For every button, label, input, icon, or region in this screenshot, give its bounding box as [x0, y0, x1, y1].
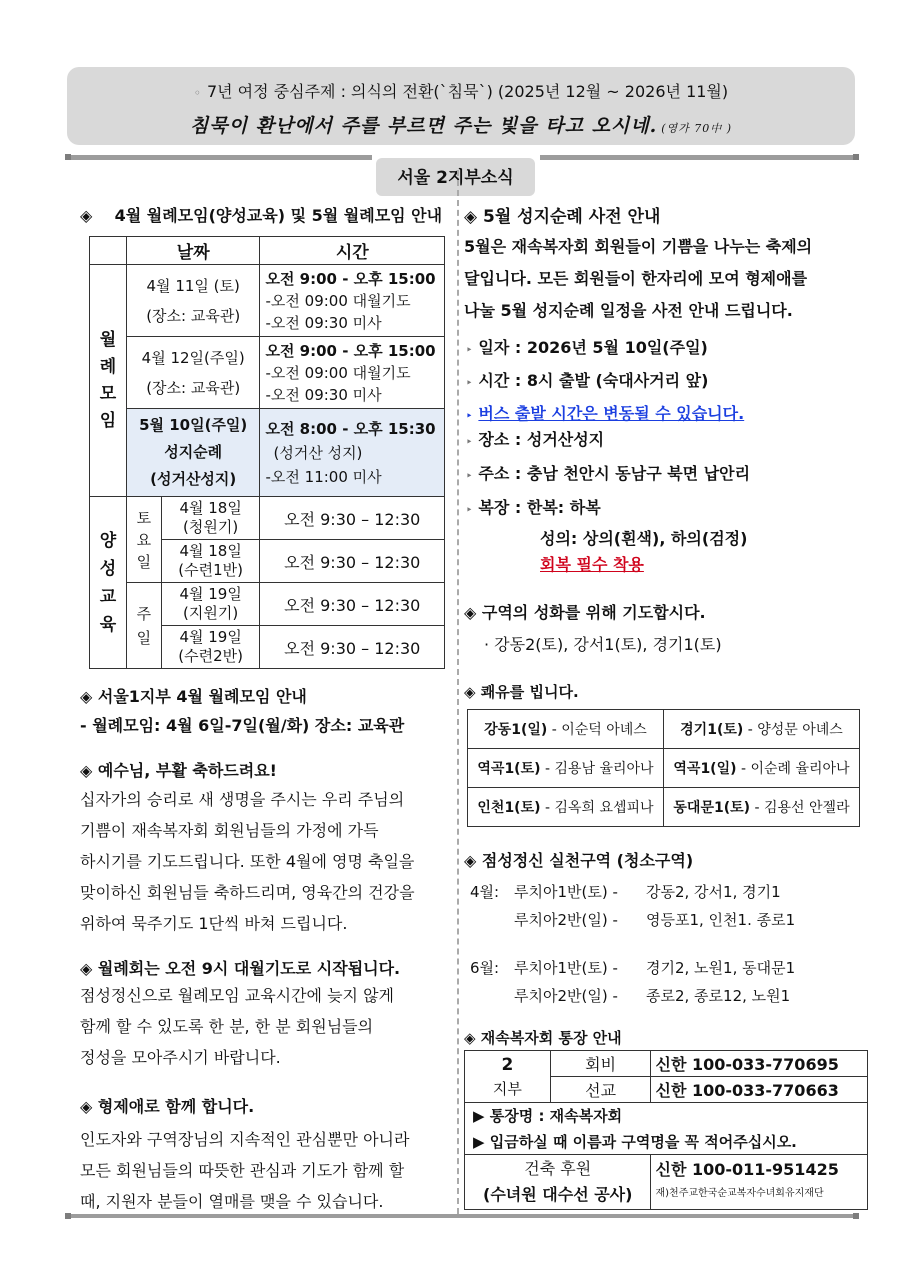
divider-dot: [853, 1213, 859, 1219]
triangle-icon: ‣: [466, 345, 473, 356]
seoul1-heading: ◈ 서울1지부 4월 월례모임 안내: [80, 687, 307, 706]
header-time: 시간: [260, 237, 445, 265]
diamond-icon: ◈: [80, 761, 93, 780]
group-monthly: 월 례 모 임: [90, 265, 127, 497]
building-fund-account: 신한 100-011-951425 재)천주교한국순교복자수녀회유지재단: [651, 1155, 868, 1210]
divider-right: [540, 155, 858, 160]
recovery-cell: 역곡1(토) - 김용남 율리아나: [468, 749, 664, 788]
date-cell: 4월 19일 (수련2반): [161, 626, 260, 669]
divider-left: [70, 155, 372, 160]
mission-label: 선교: [550, 1077, 651, 1103]
divider-dot: [853, 154, 859, 160]
date-cell: 4월 19일 (지원기): [161, 583, 260, 626]
diamond-icon: ◈: [464, 683, 476, 701]
building-fund-label: 건축 후원 (수녀원 대수선 공사): [465, 1155, 651, 1210]
seoul1-text: - 월례모임: 4월 6일-7일(월/화) 장소: 교육관: [80, 716, 405, 735]
meeting-heading: ◈ 4월 월례모임(양성교육) 및 5월 월례모임 안내: [80, 206, 443, 225]
pilgrimage-details: ‣ 일자 : 2026년 5월 10일(주일) ‣ 시간 : 8시 출발 (숙대사거리 앞) ‣ 버스 출발 시간은 변동될 수 있습니다.: [466, 338, 745, 423]
banner-verse: 침묵이 환난에서 주를 부르면 주는 빛을 타고 오시네.: [189, 115, 658, 137]
cleaning-heading: ◈ 점성정신 실천구역 (청소구역): [464, 851, 694, 870]
time-cell: 오전 9:30 – 12:30: [260, 497, 445, 540]
fee-account: 신한 100-033-770695: [651, 1051, 868, 1077]
triangle-icon: ‣: [466, 505, 473, 516]
account-holder: ▶ 통장명 : 재속복자회: [465, 1103, 868, 1129]
must-wear-note: 회복 필수 착용: [540, 555, 644, 574]
group-formation: 양 성 교 육: [90, 497, 127, 669]
diamond-icon: ◈: [80, 1097, 93, 1116]
column-divider: [457, 170, 459, 1214]
easter-heading: ◈ 예수님, 부활 축하드려요!: [80, 761, 277, 780]
diamond-icon: ◈: [464, 207, 478, 227]
easter-body: 십자가의 승리로 새 생명을 주시는 우리 주님의 기쁨이 재속복자회 회원님들의 가정에 가득 하시기를 기도드립니다. 또한 4월에 영명 축일을 맞이하신 회원님들 축하드리며, 영육간의 건강을 위하여 묵주기도 1단씩 바쳐 드립니다.: [80, 790, 415, 933]
branch-cell: 2 지부: [465, 1051, 551, 1103]
monthly-body: 점성정신으로 월례모임 교육시간에 늦지 않게 함께 할 수 있도록 한 분, 한 분 회원님들의 정성을 모아주시기 바랍니다.: [80, 986, 395, 1067]
date-cell: 4월 12일(주일) (장소: 교육관): [126, 337, 260, 409]
recovery-cell: 경기1(토) - 양성문 아녜스: [664, 710, 860, 749]
banner-source: (영가 70中 ): [661, 122, 733, 135]
diamond-icon: ◈: [464, 603, 477, 622]
diamond-icon: ◈: [464, 851, 477, 870]
account-heading: ◈ 재속복자회 통장 안내: [464, 1029, 622, 1047]
header-banner: [67, 67, 855, 145]
deposit-note: ▶ 입금하실 때 이름과 구역명을 꼭 적어주십시오.: [465, 1129, 868, 1155]
pilgrimage-intro: 5월은 재속복자회 회원들이 기쁨을 나누는 축제의 달입니다. 모든 회원들이 한자리에 모여 형제애를 나눌 5월 성지순례 일정을 사전 안내 드립니다.: [464, 237, 813, 320]
schedule-table: [89, 236, 445, 669]
time-cell-pilgrimage: 오전 8:00 - 오후 15:30 (성거산 성지) -오전 11:00 미사: [260, 409, 445, 497]
banner-theme: 7년 여정 중심주제 : 의식의 전환(`침묵`) (2025년 12월 ~ 2026년 11월): [206, 82, 729, 101]
triangle-icon: ‣: [466, 411, 473, 422]
mission-account: 신한 100-033-770663: [651, 1077, 868, 1103]
cleaning-schedule: 4월: 루치아1반(토) - 강동2, 강서1, 경기1 루치아2반(일) - 영등포1, 인천1. 종로1 6월: 루치아1반(토) - 경기2, 노원1, 동대문1 루치아2반(일) - 종로2, 종로12, 노원1: [470, 883, 796, 1005]
time-cell: 오전 9:00 - 오후 15:00 -오전 09:00 대월기도 -오전 09:30 미사: [260, 265, 445, 337]
recovery-table: [467, 709, 860, 827]
pilgrimage-info: ‣ 장소 : 성거산성지 ‣ 주소 : 충남 천안시 동남구 북면 납안리 ‣ 복장 : 한복: 하복 성의: 상의(흰색), 하의(검정) 회복 필수 착용: [466, 430, 751, 574]
date-cell: 4월 18일 (청원기): [161, 497, 260, 540]
account-table: [464, 1050, 868, 1210]
recovery-cell: 인천1(토) - 김옥희 요셉피나: [468, 788, 664, 827]
recovery-heading: ◈ 쾌유를 빕니다.: [464, 683, 579, 701]
diamond-icon: ◈: [80, 959, 93, 978]
recovery-cell: 강동1(일) - 이순덕 아녜스: [468, 710, 664, 749]
time-cell: 오전 9:30 – 12:30: [260, 540, 445, 583]
pilgrimage-heading: ◈ 5월 성지순례 사전 안내: [464, 207, 661, 227]
date-cell: 4월 18일 (수련1반): [161, 540, 260, 583]
triangle-icon: ‣: [466, 378, 473, 389]
prayer-districts: · 강동2(토), 강서1(토), 경기1(토): [484, 635, 722, 654]
monthly-heading: ◈ 월례회는 오전 9시 대월기도로 시작됩니다.: [80, 959, 401, 978]
date-cell-pilgrimage: 5월 10일(주일) 성지순례 (성거산성지): [126, 409, 260, 497]
fee-label: 회비: [550, 1051, 651, 1077]
brotherhood-body: 인도자와 구역장님의 지속적인 관심뿐만 아니라 모든 회원님들의 따뜻한 관심과 기도가 함께 할 때, 지원자 분들이 열매를 맺을 수 있습니다.: [80, 1130, 410, 1211]
divider-dot: [65, 154, 71, 160]
section-title: 서울 2지부소식: [376, 158, 535, 196]
diamond-icon: ◈: [464, 1029, 476, 1047]
time-cell: 오전 9:00 - 오후 15:00 -오전 09:00 대월기도 -오전 09:30 미사: [260, 337, 445, 409]
bullet-icon: ◦: [193, 85, 201, 100]
recovery-cell: 역곡1(일) - 이순례 율리아나: [664, 749, 860, 788]
brotherhood-heading: ◈ 형제애로 함께 합니다.: [80, 1097, 255, 1116]
triangle-icon: ‣: [466, 471, 473, 482]
saturday-label: 토 요 일: [126, 497, 161, 583]
divider-dot: [65, 1213, 71, 1219]
sunday-label: 주 일: [126, 583, 161, 669]
time-cell: 오전 9:30 – 12:30: [260, 583, 445, 626]
diamond-icon: ◈: [80, 206, 93, 225]
diamond-icon: ◈: [80, 687, 93, 706]
triangle-icon: ‣: [466, 437, 473, 448]
date-cell: 4월 11일 (토) (장소: 교육관): [126, 265, 260, 337]
recovery-cell: 동대문1(토) - 김용선 안젤라: [664, 788, 860, 827]
prayer-heading: ◈ 구역의 성화를 위해 기도합시다.: [464, 603, 706, 622]
header-date: 날짜: [126, 237, 260, 265]
time-cell: 오전 9:30 – 12:30: [260, 626, 445, 669]
